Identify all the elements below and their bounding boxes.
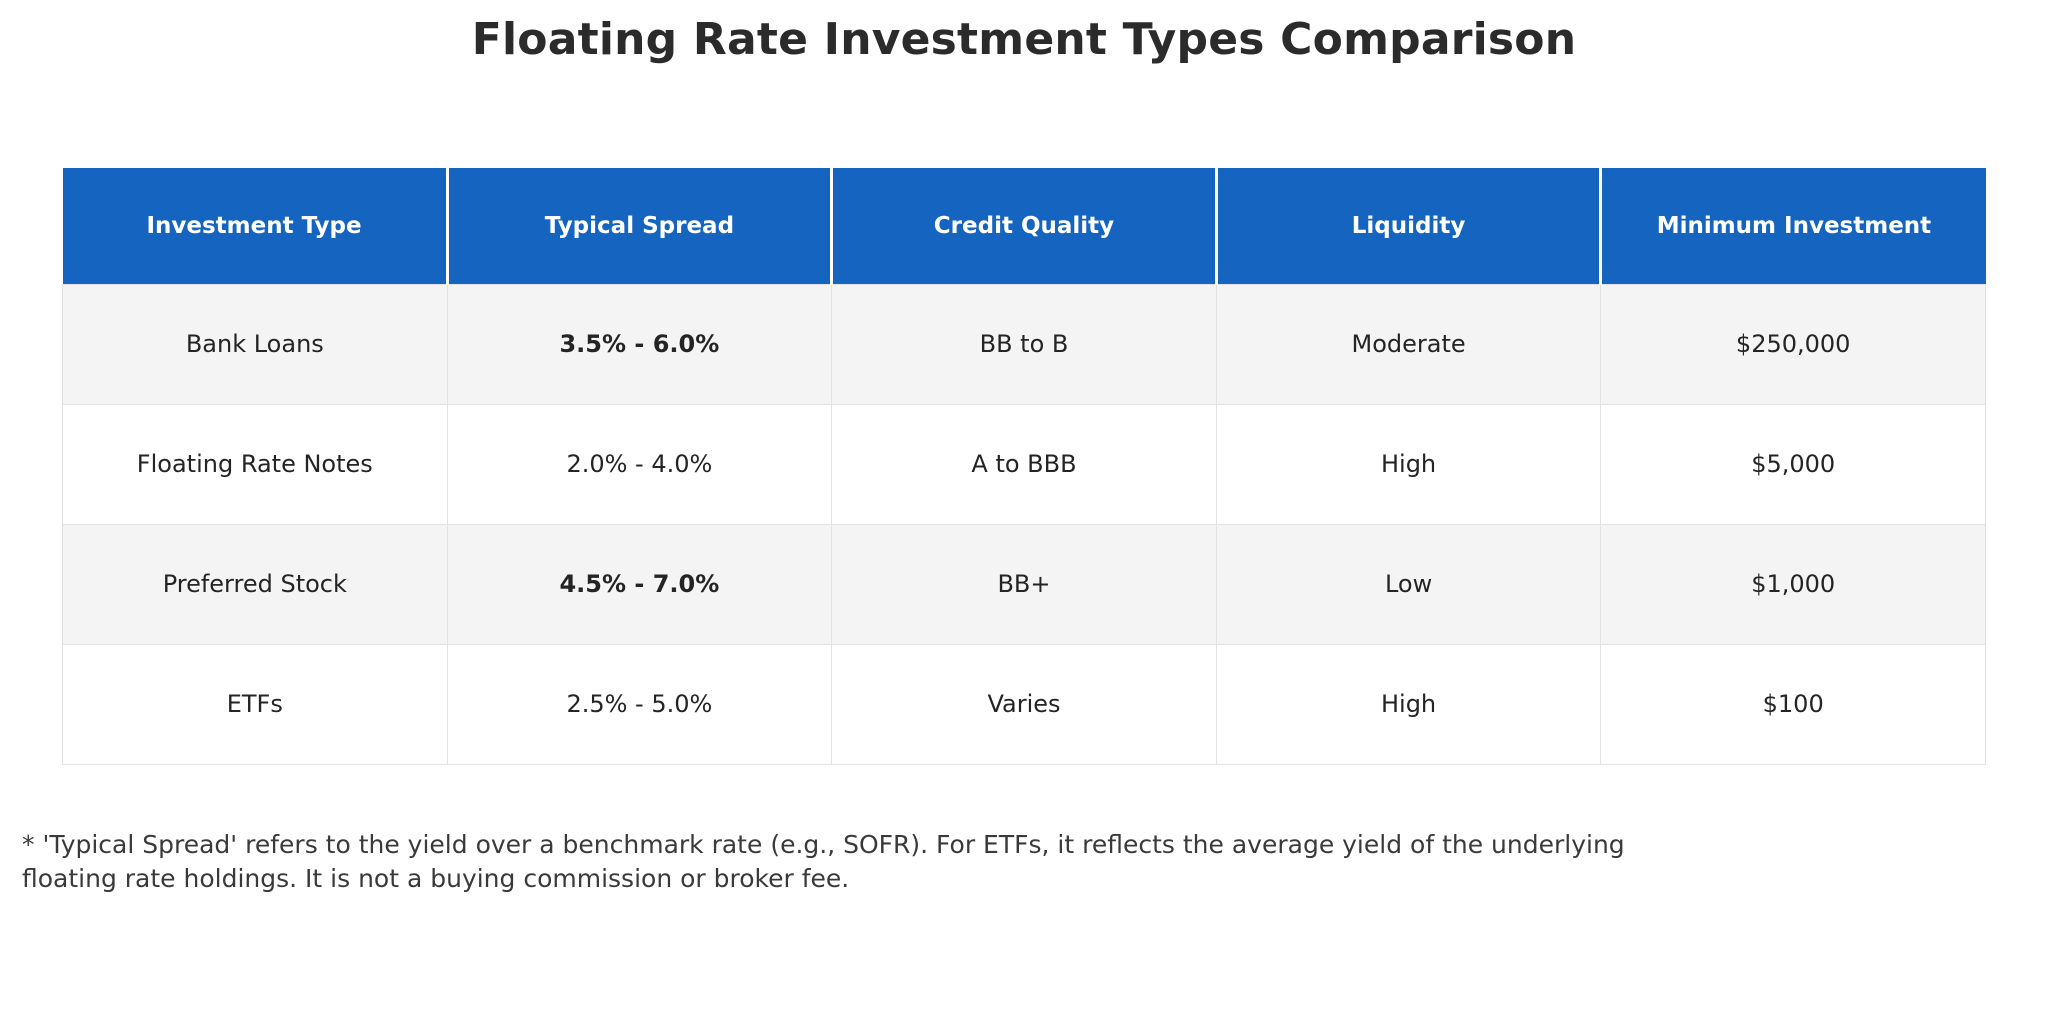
- cell-investment-type: Bank Loans: [63, 284, 448, 404]
- table-body: [63, 284, 1986, 764]
- cell-typical-spread: 2.5% - 5.0%: [447, 644, 832, 764]
- column-header-minimum-investment: Minimum Investment: [1601, 168, 1986, 284]
- cell-investment-type: Floating Rate Notes: [63, 404, 448, 524]
- table-header: [63, 168, 1986, 284]
- cell-credit-quality: Varies: [832, 644, 1217, 764]
- comparison-table: [62, 168, 1986, 765]
- cell-minimum-investment: $100: [1601, 644, 1986, 764]
- cell-credit-quality: BB to B: [832, 284, 1217, 404]
- cell-typical-spread: 2.0% - 4.0%: [447, 404, 832, 524]
- table-row: [63, 524, 1986, 644]
- page-title: Floating Rate Investment Types Comparison: [471, 14, 1577, 65]
- column-header-credit-quality: Credit Quality: [832, 168, 1217, 284]
- cell-typical-spread: 3.5% - 6.0%: [447, 284, 832, 404]
- table-row: [63, 644, 1986, 764]
- cell-liquidity: Low: [1216, 524, 1601, 644]
- cell-liquidity: Moderate: [1216, 284, 1601, 404]
- comparison-table-container: [62, 168, 1986, 765]
- cell-investment-type: ETFs: [63, 644, 448, 764]
- cell-liquidity: High: [1216, 644, 1601, 764]
- table-header-row: [63, 168, 1986, 284]
- column-header-liquidity: Liquidity: [1216, 168, 1601, 284]
- column-header-investment-type: Investment Type: [63, 168, 448, 284]
- cell-typical-spread: 4.5% - 7.0%: [447, 524, 832, 644]
- cell-credit-quality: A to BBB: [832, 404, 1217, 524]
- cell-minimum-investment: $250,000: [1601, 284, 1986, 404]
- cell-minimum-investment: $1,000: [1601, 524, 1986, 644]
- cell-liquidity: High: [1216, 404, 1601, 524]
- footnote: * 'Typical Spread' refers to the yield over a benchmark rate (e.g., SOFR). For ETFs, it reflects the average yield of the underlying floating rate holdings. It is not a buying commission or broker fee.: [22, 830, 1625, 893]
- cell-minimum-investment: $5,000: [1601, 404, 1986, 524]
- cell-credit-quality: BB+: [832, 524, 1217, 644]
- table-row: [63, 284, 1986, 404]
- column-header-typical-spread: Typical Spread: [447, 168, 832, 284]
- table-row: [63, 404, 1986, 524]
- cell-investment-type: Preferred Stock: [63, 524, 448, 644]
